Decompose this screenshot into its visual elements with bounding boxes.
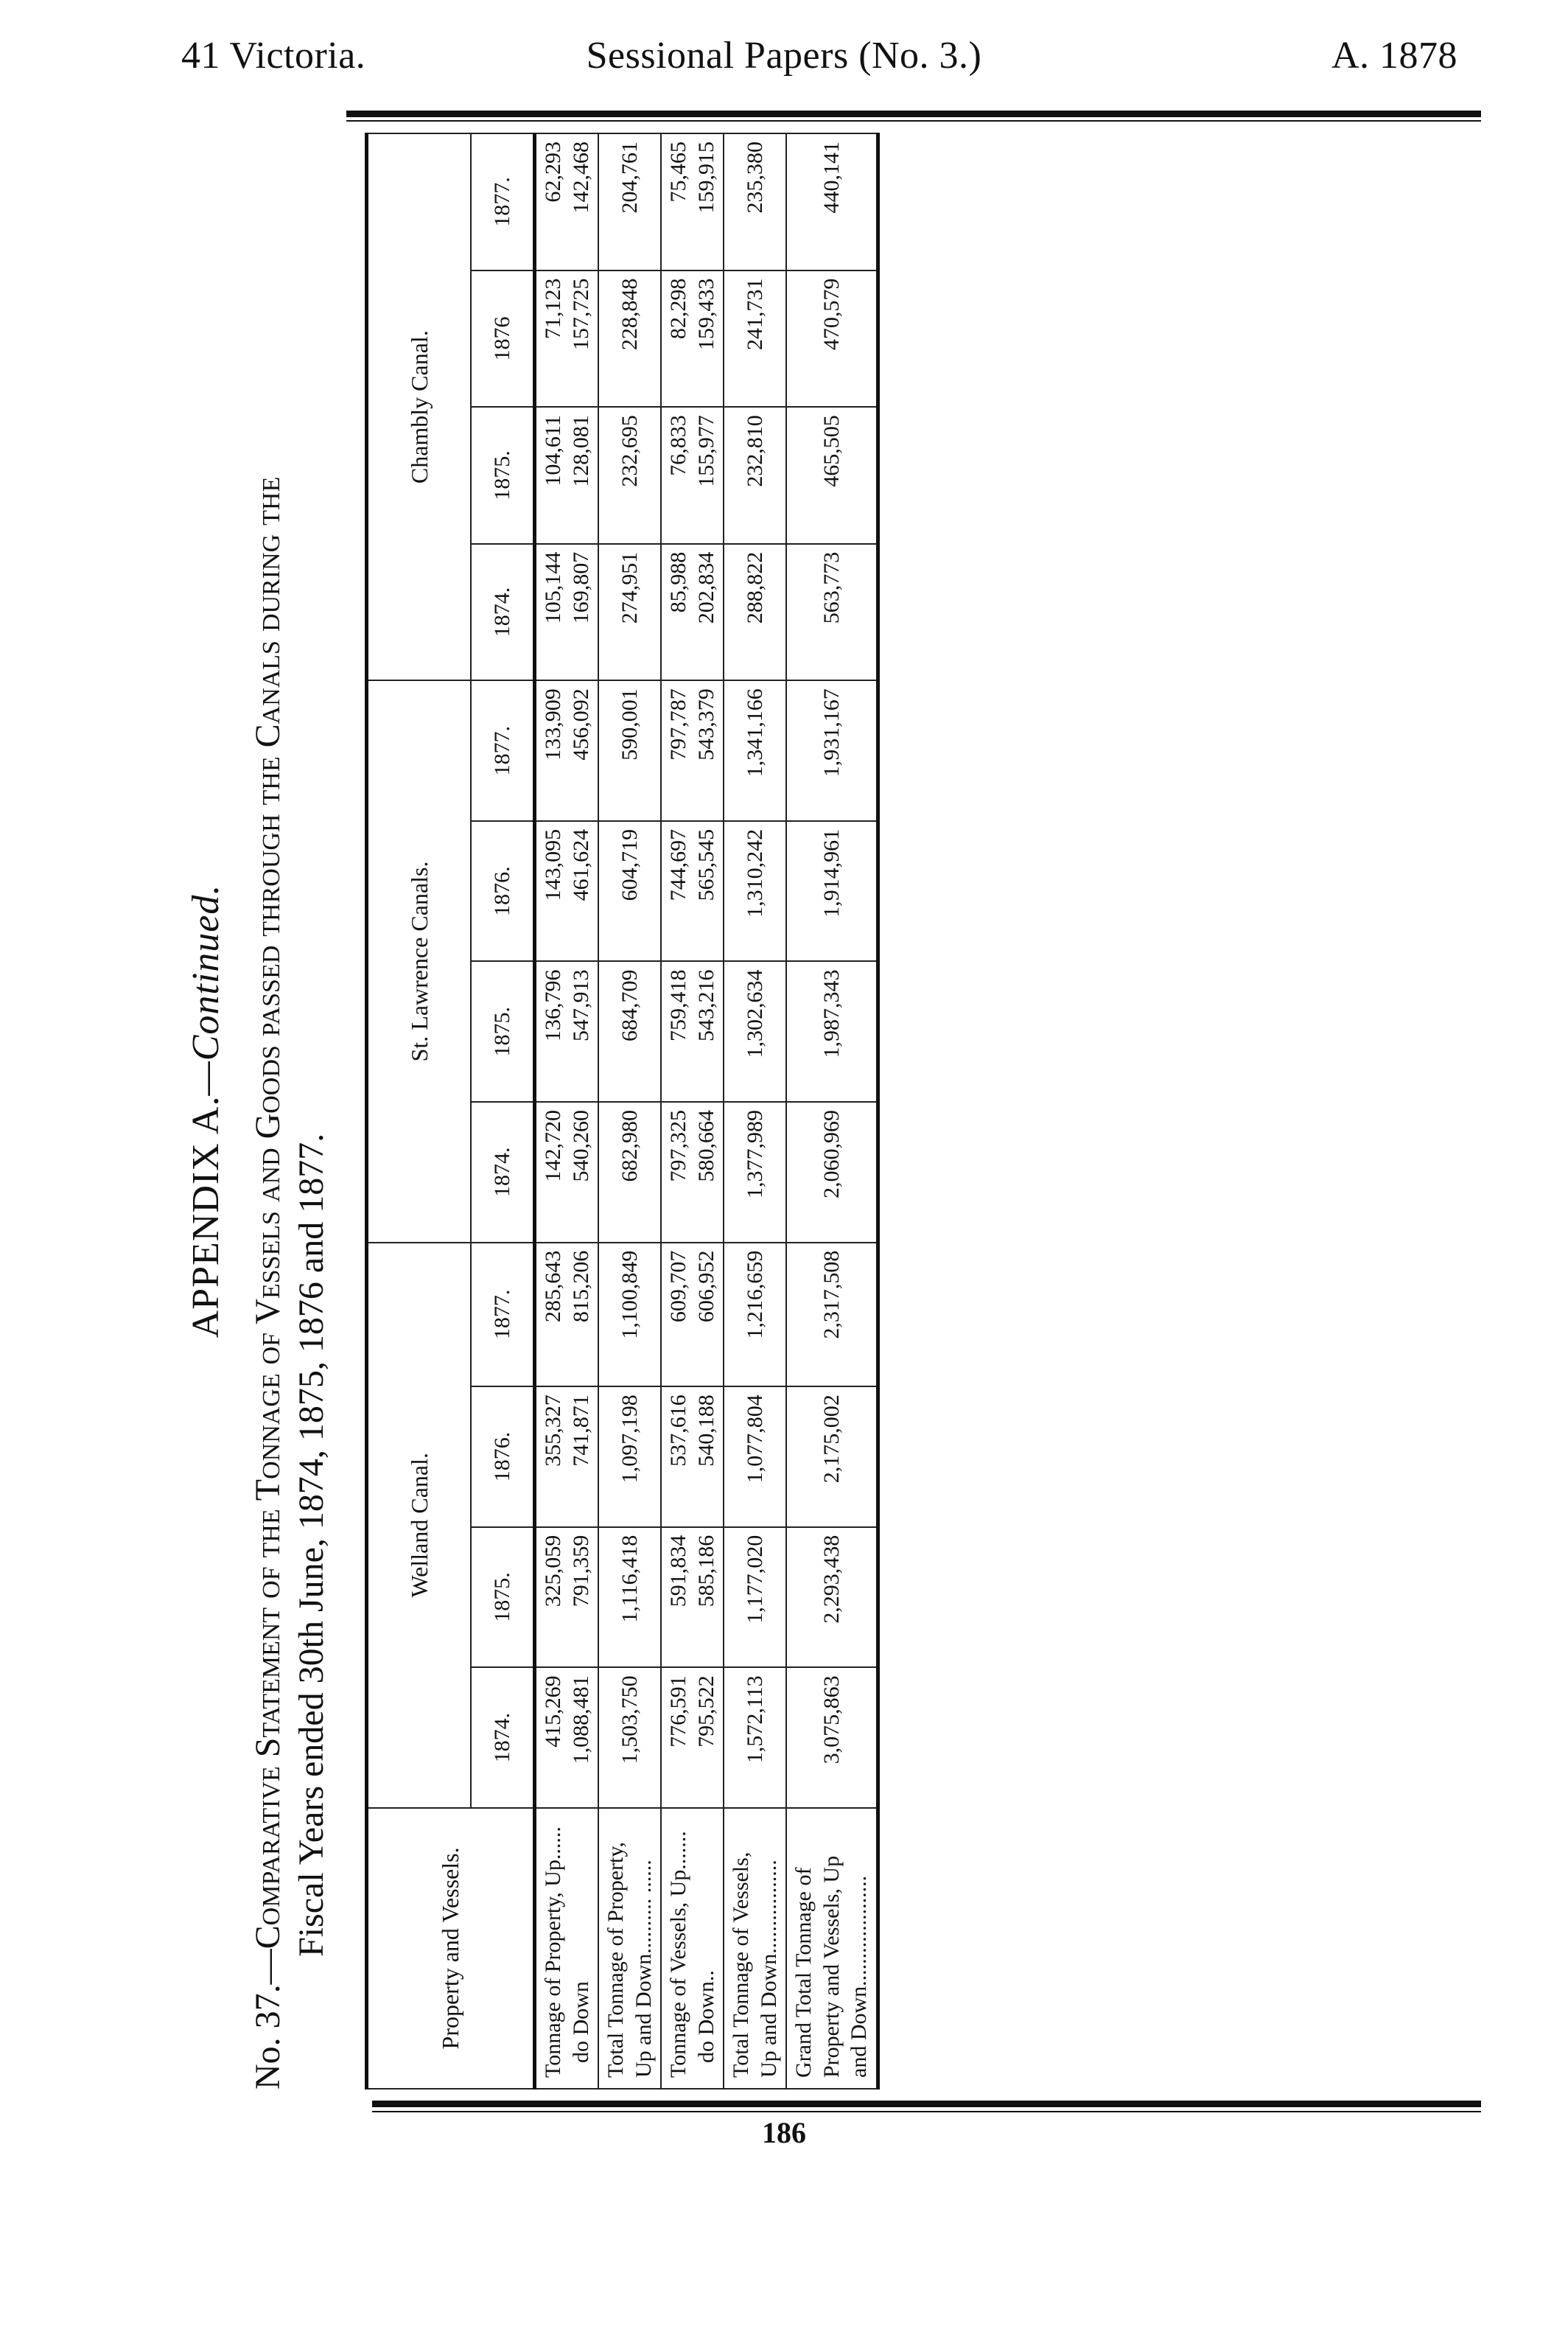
table-cell: 228,848 [598,270,661,408]
running-head-right: A. 1878 [1331,35,1457,77]
table-cell: 776,591 795,522 [661,1667,724,1808]
table-cell: 232,810 [724,407,786,544]
table-cell: 75,465 159,915 [661,133,724,270]
table-row [535,133,599,2089]
rotated-content [184,133,1068,2090]
table-cell: 1,572,113 [724,1667,786,1808]
table-cell: 604,719 [598,821,661,962]
table-cell: 288,822 [724,544,786,681]
table-row [786,133,878,2089]
table-cell: 1,116,418 [598,1527,661,1668]
table-cell: 470,579 [786,270,878,408]
table-cell: 104,611 128,081 [535,407,599,544]
table-row [661,133,724,2089]
table-cell: 1,987,343 [786,961,878,1102]
table-cell: 1,310,242 [724,821,786,962]
table-cell: 76,833 155,977 [661,407,724,544]
bottom-rule [372,2101,1481,2107]
table-cell: 62,293 142,468 [535,133,599,270]
table-cell: 204,761 [598,133,661,270]
year-header: 1874. [471,1667,535,1808]
table-cell: 1,931,167 [786,680,878,821]
table-cell: 1,914,961 [786,821,878,962]
row-label: Tonnage of Vessels, Up....... do Down.. [661,1808,724,2089]
table-cell: 591,834 585,186 [661,1527,724,1668]
row-label: Grand Total Tonnage of Property and Vessels, Up and Down.................... [786,1808,878,2089]
statement-line1: Comparative Statement of the Tonnage of Vessels and Goods passed through the Canals during the [248,476,287,1949]
year-header: 1875. [471,407,535,544]
group-header-welland: Welland Canal. [367,1243,472,1808]
year-header: 1874. [471,1102,535,1243]
tonnage-table [365,133,880,2090]
running-head-left: 41 Victoria. [181,35,366,77]
table-cell: 232,695 [598,407,661,544]
table-cell: 1,341,166 [724,680,786,821]
year-header: 1877. [471,133,535,270]
table-cell: 1,503,750 [598,1667,661,1808]
table-cell: 797,325 580,664 [661,1102,724,1243]
appendix-title [184,133,228,2090]
table-cell: 1,177,020 [724,1527,786,1668]
running-head-center: Sessional Papers (No. 3.) [586,35,982,77]
table-cell: 1,216,659 [724,1243,786,1387]
appendix-title-continued: —Continued. [185,884,227,1096]
table-cell: 136,796 547,913 [535,961,599,1102]
table-row [724,133,786,2089]
table-cell: 143,095 461,624 [535,821,599,962]
appendix-title-main: APPENDIX A. [185,1095,227,1338]
year-header: 1876. [471,821,535,962]
table-cell: 1,302,634 [724,961,786,1102]
row-label: Tonnage of Property, Up...... do Down [535,1808,599,2089]
table-cell: 235,380 [724,133,786,270]
table-cell: 133,909 456,092 [535,680,599,821]
year-header: 1877. [471,1243,535,1387]
top-rule [346,111,1481,117]
top-rule-thin [346,120,1481,122]
group-header-st-lawrence: St. Lawrence Canals. [367,680,472,1242]
table-cell: 415,269 1,088,481 [535,1667,599,1808]
table-cell: 105,144 169,807 [535,544,599,681]
row-label: Total Tonnage of Vessels, Up and Down................. [724,1808,786,2089]
table-cell: 1,377,989 [724,1102,786,1243]
table-cell: 142,720 540,260 [535,1102,599,1243]
table-cell: 1,077,804 [724,1386,786,1527]
row-label: Total Tonnage of Property, Up and Down.......... ...... [598,1808,661,2089]
group-header-chambly: Chambly Canal. [367,133,472,680]
table-cell: 2,175,002 [786,1386,878,1527]
table-cell: 440,141 [786,133,878,270]
statement-line2: Fiscal Years ended 30th June, 1874, 1875, 1876 and 1877. [291,1133,331,1957]
table-cell: 2,293,438 [786,1527,878,1668]
year-header: 1875. [471,1527,535,1668]
table-cell: 325,059 791,359 [535,1527,599,1668]
table-cell: 2,317,508 [786,1243,878,1387]
year-header: 1876 [471,270,535,408]
table-cell: 2,060,969 [786,1102,878,1243]
table-cell: 1,100,849 [598,1243,661,1387]
table-cell: 285,643 815,206 [535,1243,599,1387]
table-row [598,133,661,2089]
year-header: 1875. [471,961,535,1102]
table-cell: 82,298 159,433 [661,270,724,408]
table-cell: 274,951 [598,544,661,681]
table-cell: 241,731 [724,270,786,408]
table-cell: 355,327 741,871 [535,1386,599,1527]
table-cell: 682,980 [598,1102,661,1243]
table-cell: 85,988 202,834 [661,544,724,681]
table-cell: 744,697 565,545 [661,821,724,962]
table-cell: 465,505 [786,407,878,544]
table-cell: 537,616 540,188 [661,1386,724,1527]
year-header: 1876. [471,1386,535,1527]
table-cell: 563,773 [786,544,878,681]
table-cell: 797,787 543,379 [661,680,724,821]
page-number: 186 [762,2116,806,2149]
table-cell: 590,001 [598,680,661,821]
table-cell: 3,075,863 [786,1667,878,1808]
table-cell: 684,709 [598,961,661,1102]
year-header: 1874. [471,544,535,681]
bottom-rule-thin [372,2111,1481,2112]
table-cell: 1,097,198 [598,1386,661,1527]
table-cell: 609,707 606,952 [661,1243,724,1387]
label-header: Property and Vessels. [367,1808,535,2089]
table-cell: 71,123 157,725 [535,270,599,408]
year-header: 1877. [471,680,535,821]
statement-title [247,133,333,2090]
table-cell: 759,418 543,216 [661,961,724,1102]
statement-number: No. 37.— [248,1949,287,2090]
